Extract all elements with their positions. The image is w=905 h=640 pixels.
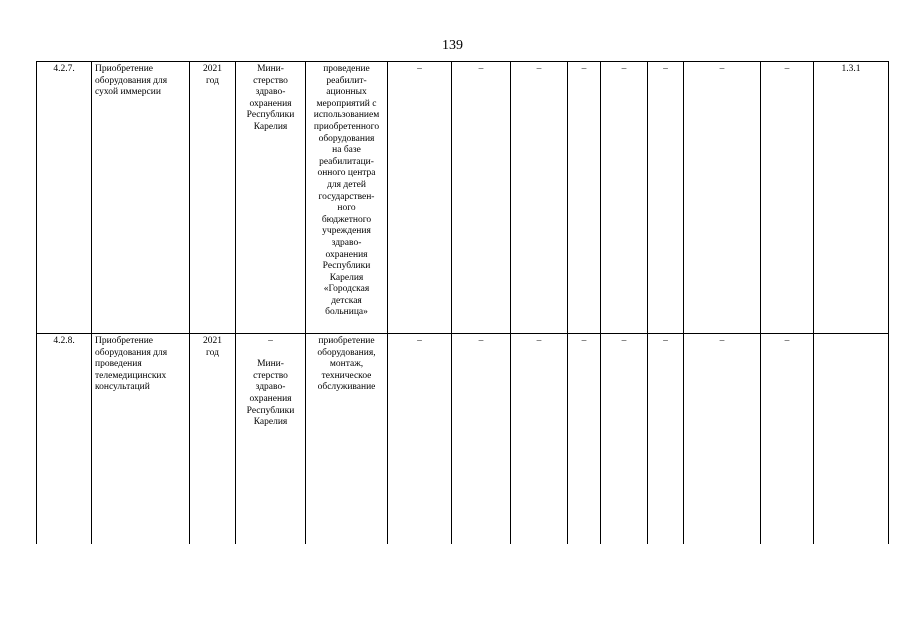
indicator-cell (814, 334, 889, 544)
activities-table (36, 61, 889, 544)
value-cell: – (511, 62, 568, 334)
activity-executor: Мини- стерство здраво- охранения Республики Карелия (236, 62, 306, 334)
value-cell: – (684, 334, 761, 544)
value-cell: – (648, 334, 684, 544)
value-cell: – (511, 334, 568, 544)
value-cell: – (452, 62, 511, 334)
activity-executor: – Мини- стерство здраво- охранения Республики Карелия (236, 334, 306, 544)
value-cell: – (761, 334, 814, 544)
activity-result: приобретение оборудования, монтаж, техническое обслуживание (306, 334, 388, 544)
value-cell: – (452, 334, 511, 544)
value-cell: – (601, 62, 648, 334)
value-cell: – (761, 62, 814, 334)
value-cell: – (601, 334, 648, 544)
activity-year: 2021 год (190, 334, 236, 544)
activity-name: Приобретение оборудования для сухой иммерсии (92, 62, 190, 334)
row-number: 4.2.7. (37, 62, 92, 334)
activity-name: Приобретение оборудования для проведения телемедицинских консультаций (92, 334, 190, 544)
value-cell: – (568, 334, 601, 544)
activity-result: проведение реабилит- ационных мероприятий с использованием приобретенного оборудования на базе реабилитаци- онного центра для детей государствен- ного бюджетного учреждения здраво- охранения Республики Карелия «Городская детская больница» (306, 62, 388, 334)
table-row (37, 334, 889, 544)
value-cell: – (684, 62, 761, 334)
page-number: 139 (442, 38, 463, 53)
value-cell: – (388, 62, 452, 334)
indicator-cell: 1.3.1 (814, 62, 889, 334)
value-cell: – (388, 334, 452, 544)
table-row (37, 62, 889, 334)
row-number: 4.2.8. (37, 334, 92, 544)
value-cell: – (568, 62, 601, 334)
activity-year: 2021 год (190, 62, 236, 334)
value-cell: – (648, 62, 684, 334)
